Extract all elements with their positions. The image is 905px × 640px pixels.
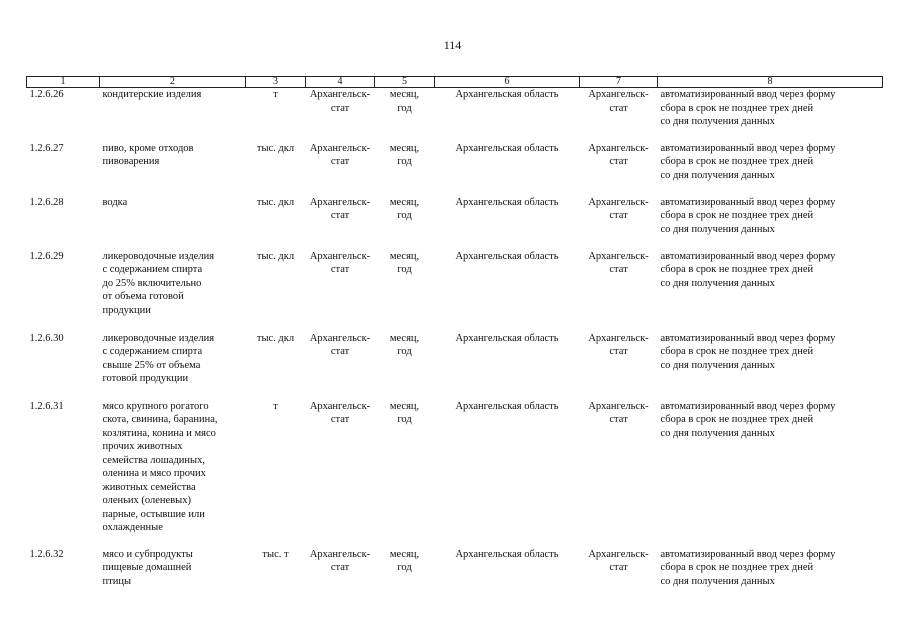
row-unit: тыс. дкл xyxy=(256,250,295,262)
row-code: 1.2.6.28 xyxy=(29,196,64,208)
table-body xyxy=(27,88,883,592)
row-method: автоматизированный ввод через форму сбора в срок не позднее трех дней со дня получения данных xyxy=(660,142,836,181)
header-col-1: 1 xyxy=(27,77,100,88)
row-unit: тыс. т xyxy=(262,548,289,560)
row-code: 1.2.6.31 xyxy=(29,400,64,412)
table-row xyxy=(27,142,883,196)
row-source: Архангельск- стат xyxy=(309,548,371,573)
row-provider: Архангельск- стат xyxy=(588,142,649,167)
table-row xyxy=(27,250,883,332)
header-col-7: 7 xyxy=(580,77,658,88)
row-code: 1.2.6.32 xyxy=(29,548,64,560)
row-code: 1.2.6.30 xyxy=(29,332,64,344)
row-unit: тыс. дкл xyxy=(256,332,295,344)
row-period: месяц, год xyxy=(389,332,420,357)
row-period: месяц, год xyxy=(389,196,420,221)
row-period: месяц, год xyxy=(389,548,420,573)
row-period: месяц, год xyxy=(389,89,420,114)
row-indicator-name: водка xyxy=(102,196,128,208)
row-territory: Архангельская область xyxy=(455,196,559,208)
header-row xyxy=(27,77,883,88)
row-provider: Архангельск- стат xyxy=(588,250,649,275)
row-code: 1.2.6.27 xyxy=(29,142,64,154)
table-row xyxy=(27,88,883,142)
row-unit: т xyxy=(273,400,278,412)
header-col-2: 2 xyxy=(100,77,246,88)
row-method: автоматизированный ввод через форму сбора в срок не позднее трех дней со дня получения данных xyxy=(660,196,836,235)
row-method: автоматизированный ввод через форму сбора в срок не позднее трех дней со дня получения данных xyxy=(660,332,836,371)
header-col-6: 6 xyxy=(435,77,580,88)
header-col-4: 4 xyxy=(306,77,375,88)
row-period: месяц, год xyxy=(389,250,420,275)
row-territory: Архангельская область xyxy=(455,548,559,560)
row-source: Архангельск- стат xyxy=(309,250,371,275)
row-unit: тыс. дкл xyxy=(256,196,295,208)
row-indicator-name: мясо крупного рогатого скота, свинина, баранина, козлятина, конина и мясо прочих животных семейства лошадиных, оленина и мясо прочих животных семейства оленьих (оленевых) парные, остывшие или охлажденные xyxy=(102,400,218,533)
header-col-8: 8 xyxy=(658,77,883,88)
row-indicator-name: мясо и субпродукты пищевые домашней птицы xyxy=(102,548,193,587)
row-source: Архангельск- стат xyxy=(309,89,371,114)
row-method: автоматизированный ввод через форму сбора в срок не позднее трех дней со дня получения данных xyxy=(660,89,836,127)
row-indicator-name: пиво, кроме отходов пивоварения xyxy=(102,142,194,167)
table-row xyxy=(27,548,883,592)
row-indicator-name: кондитерские изделия xyxy=(102,89,202,100)
row-provider: Архангельск- стат xyxy=(588,548,649,573)
header-col-3: 3 xyxy=(246,77,306,88)
table-header xyxy=(27,77,883,88)
row-territory: Архангельская область xyxy=(455,332,559,344)
row-provider: Архангельск- стат xyxy=(588,89,649,114)
row-method: автоматизированный ввод через форму сбора в срок не позднее трех дней со дня получения данных xyxy=(660,250,836,289)
table-row xyxy=(27,400,883,548)
data-table xyxy=(26,76,883,592)
row-territory: Архангельская область xyxy=(455,142,559,154)
row-indicator-name: ликероводочные изделия с содержанием спирта до 25% включительно от объема готовой продукции xyxy=(102,250,215,316)
row-source: Архангельск- стат xyxy=(309,196,371,221)
row-code: 1.2.6.26 xyxy=(29,89,64,100)
row-provider: Архангельск- стат xyxy=(588,196,649,221)
header-col-5: 5 xyxy=(375,77,435,88)
row-unit: т xyxy=(273,89,278,100)
row-territory: Архангельская область xyxy=(455,250,559,262)
row-provider: Архангельск- стат xyxy=(588,400,649,425)
row-period: месяц, год xyxy=(389,400,420,425)
row-territory: Архангельская область xyxy=(455,400,559,412)
row-source: Архангельск- стат xyxy=(309,332,371,357)
row-provider: Архангельск- стат xyxy=(588,332,649,357)
row-unit: тыс. дкл xyxy=(256,142,295,154)
table-row xyxy=(27,332,883,400)
row-territory: Архангельская область xyxy=(455,89,559,100)
row-source: Архангельск- стат xyxy=(309,400,371,425)
row-source: Архангельск- стат xyxy=(309,142,371,167)
row-method: автоматизированный ввод через форму сбора в срок не позднее трех дней со дня получения данных xyxy=(660,548,836,587)
row-indicator-name: ликероводочные изделия с содержанием спирта свыше 25% от объема готовой продукции xyxy=(102,332,215,384)
page-number: 114 xyxy=(443,38,462,52)
row-method: автоматизированный ввод через форму сбора в срок не позднее трех дней со дня получения данных xyxy=(660,400,836,439)
row-period: месяц, год xyxy=(389,142,420,167)
table-row xyxy=(27,196,883,250)
row-code: 1.2.6.29 xyxy=(29,250,64,262)
